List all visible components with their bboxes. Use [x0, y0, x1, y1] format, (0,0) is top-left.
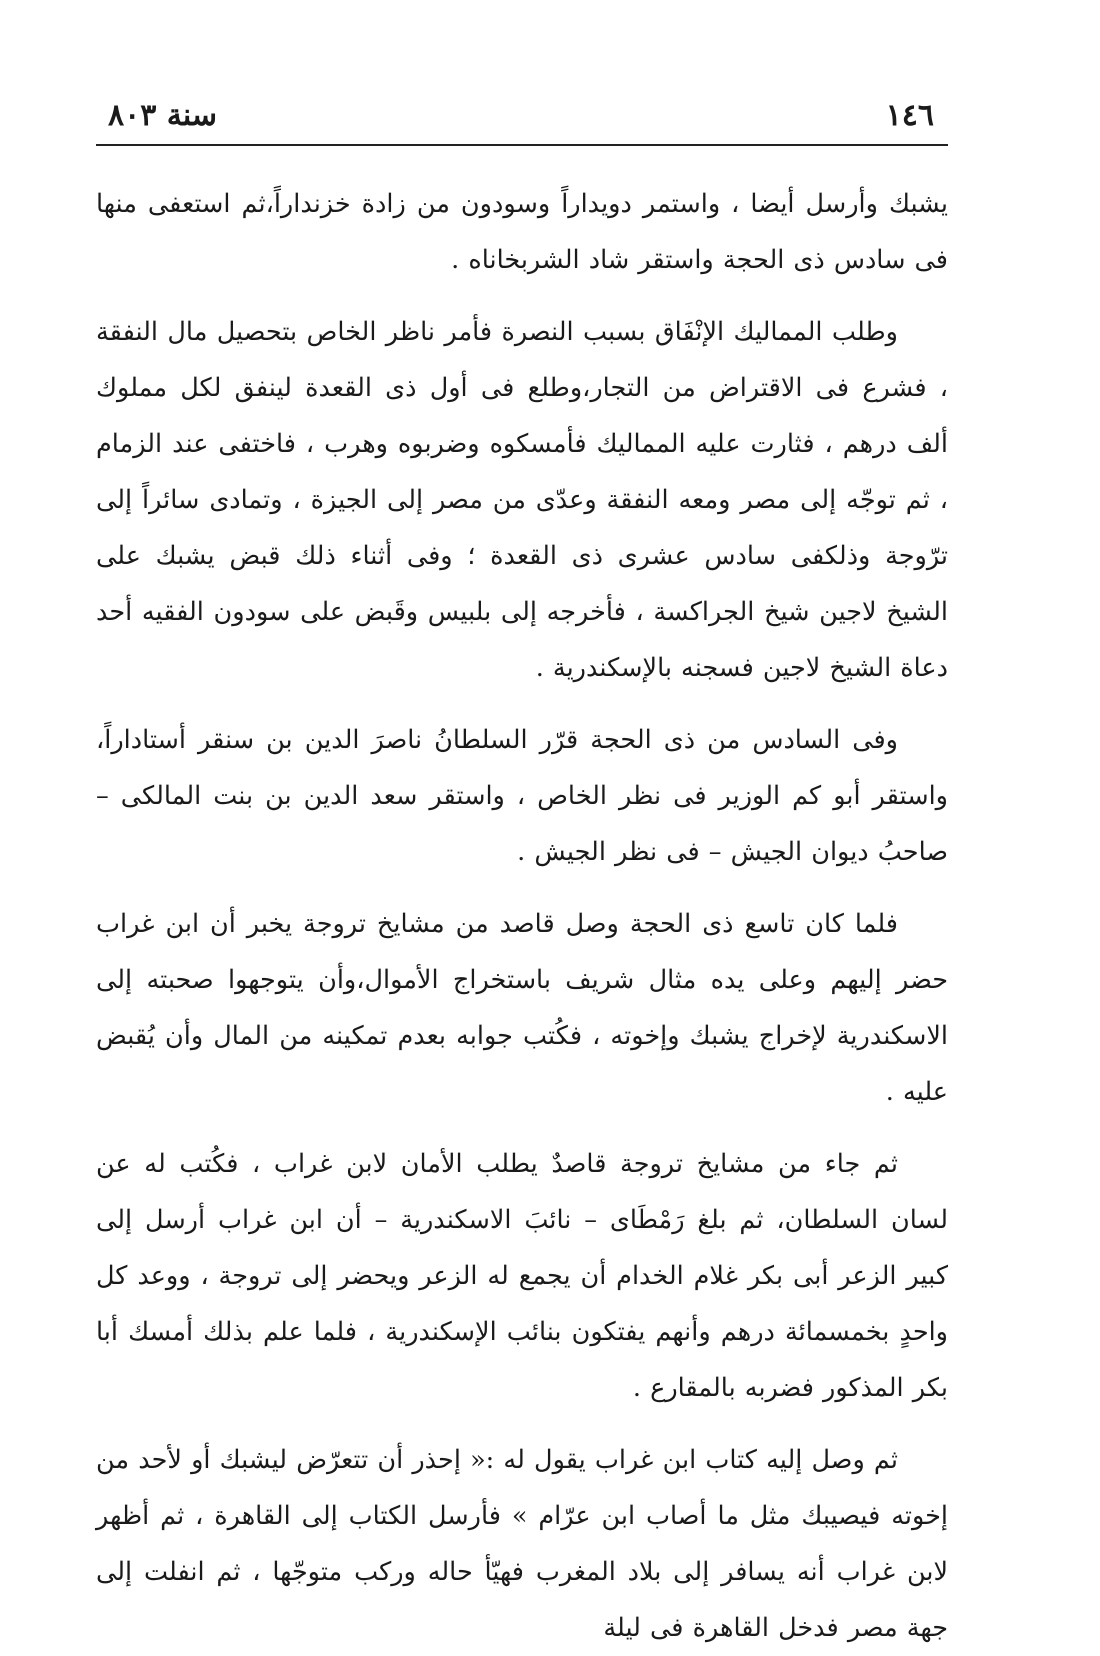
paragraph: ثم وصل إليه كتاب ابن غراب يقول له :« إحذر أن تتعرّض ليشبك أو لأحد من إخوته فيصيبك مثل ما أصاب ابن عرّام » فأرسل الكتاب إلى القاهرة ، ثم أظهر لابن غراب أنه يسافر إلى بلاد المغرب فهيّأ حاله وركب متوجّها ، ثم انفلت إلى جهة مصر فدخل القاهرة فى ليلة — [96, 1445, 948, 1643]
paragraph: يشبك وأرسل أيضا ، واستمر دويداراً وسودون من زادة خزنداراً،ثم استعفى منها فى سادس ذى الحجة واستقر شاد الشربخاناه . — [96, 189, 948, 275]
page-number: ١٤٦ — [885, 98, 934, 133]
paragraph: وطلب المماليك الإنْفَاق بسبب النصرة فأمر ناظر الخاص بتحصيل مال النفقة ، فشرع فى الاقتراض من التجار،وطلع فى أول ذى القعدة لينفق لكل مملوك ألف درهم ، فثارت عليه المماليك فأمسكوه وضربوه وهرب ، فاختفى عند الزمام ، ثم توجّه إلى مصر ومعه النفقة وعدّى من مصر إلى الجيزة ، وتمادى سائراً إلى ترّوجة وذلكفى سادس عشرى ذى القعدة ؛ وفى أثناء ذلك قبض يشبك على الشيخ لاجين شيخ الجراكسة ، فأخرجه إلى بلبيس وقَبض على سودون الفقيه أحد دعاة الشيخ لاجين فسجنه بالإسكندرية . — [96, 317, 948, 683]
running-header — [96, 92, 948, 146]
paragraph: وفى السادس من ذى الحجة قرّر السلطانُ ناصرَ الدين بن سنقر أستاداراً، واستقر أبو كم الوزير فى نظر الخاص ، واستقر سعد الدين بن بنت المالكى – صاحبُ ديوان الجيش – فى نظر الجيش . — [96, 725, 948, 867]
running-title-year: سنة ٨٠٣ — [108, 98, 218, 133]
paragraph: فلما كان تاسع ذى الحجة وصل قاصد من مشايخ تروجة يخبر أن ابن غراب حضر إليهم وعلى يده مثال شريف باستخراج الأموال،وأن يتوجهوا صحبته إلى الاسكندرية لإخراج يشبك وإخوته ، فكُتب جوابه بعدم تمكينه من المال وأن يُقبض عليه . — [96, 909, 948, 1107]
book-page — [96, 92, 948, 1643]
body-text — [96, 176, 948, 1656]
paragraph: ثم جاء من مشايخ تروجة قاصدٌ يطلب الأمان لابن غراب ، فكُتب له عن لسان السلطان، ثم بلغ رَمْطَاى – نائبَ الاسكندرية – أن ابن غراب أرسل إلى كبير الزعر أبى بكر غلام الخدام أن يجمع له الزعر ويحضر إلى تروجة ، ووعد كل واحدٍ بخمسمائة درهم وأنهم يفتكون بنائب الإسكندرية ، فلما علم بذلك أمسك أبا بكر المذكور فضربه بالمقارع . — [96, 1149, 948, 1403]
